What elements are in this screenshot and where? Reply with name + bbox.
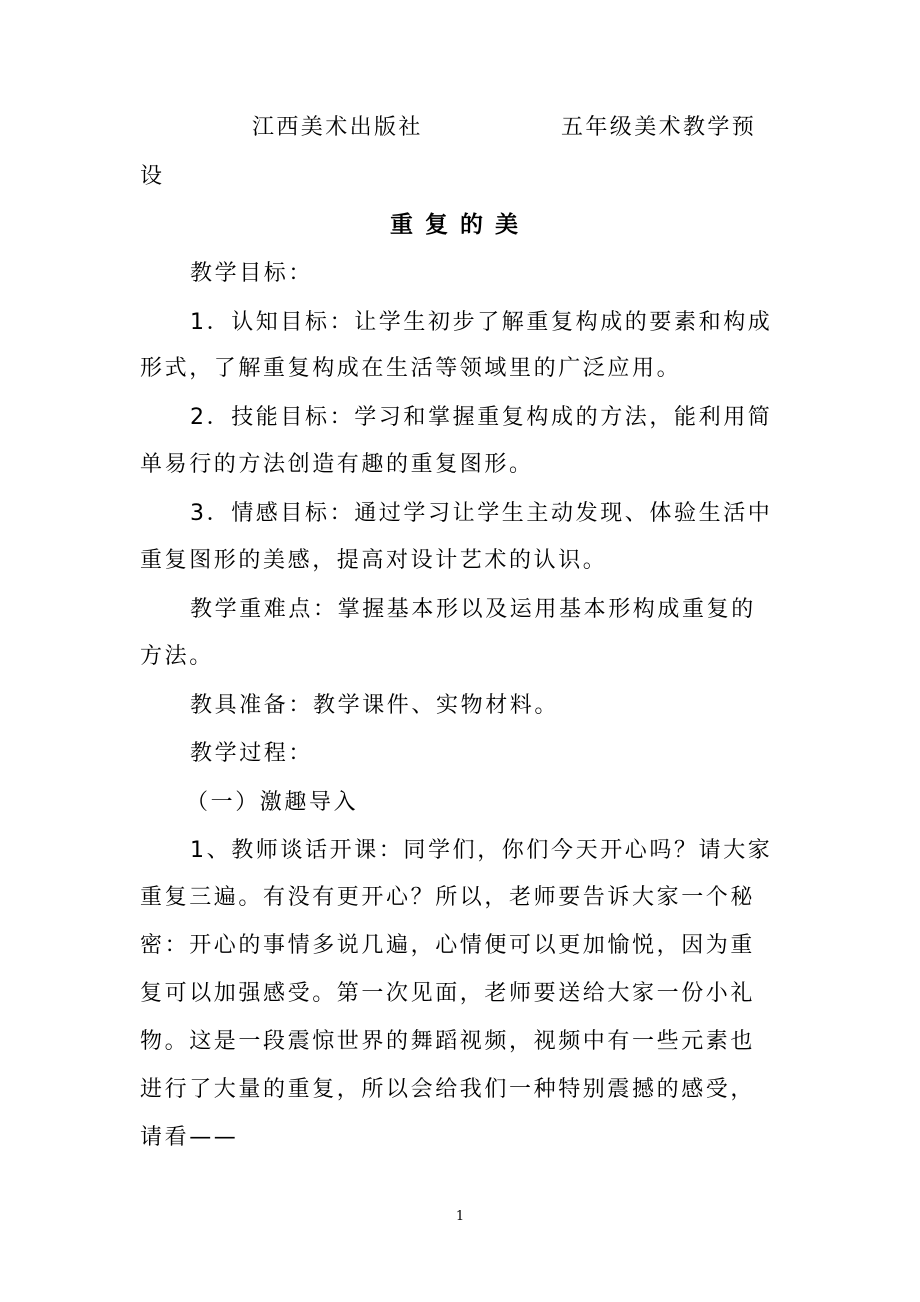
goal-emotion-line-2: 重复图形的美感，提高对设计艺术的认识。 [140, 548, 608, 573]
paragraph-line: 复可以加强感受。第一次见面，老师要送给大家一份小礼 [140, 981, 756, 1006]
key-points-line-1: 教学重难点：掌握基本形以及运用基本形构成重复的 [190, 597, 756, 622]
paragraph-line: 物。这是一段震惊世界的舞蹈视频，视频中有一些元素也 [140, 1029, 756, 1054]
goal-cognitive-line-1: 1．认知目标：让学生初步了解重复构成的要素和构成 [190, 310, 773, 335]
goal-emotion-line-1: 3．情感目标：通过学习让学生主动发现、体验生活中 [190, 501, 773, 526]
document-title: 重复的美 [390, 212, 530, 238]
paragraph-line: 请看—— [140, 1125, 239, 1150]
process-heading: 教学过程： [190, 741, 314, 766]
header-course: 五年级美术教学预 [561, 115, 757, 140]
header-course-continued: 设 [140, 164, 165, 189]
page-number: 1 [455, 1209, 465, 1224]
header-publisher: 江西美术出版社 [252, 115, 423, 140]
teaching-tools: 教具准备：教学课件、实物材料。 [190, 693, 560, 718]
paragraph-line: 密：开心的事情多说几遍，心情便可以更加愉悦，因为重 [140, 933, 756, 958]
paragraph-line: 重复三遍。有没有更开心？所以，老师要告诉大家一个秘 [140, 885, 756, 910]
paragraph-line: 1、教师谈话开课：同学们，你们今天开心吗？请大家 [190, 838, 773, 863]
goal-skill-line-1: 2．技能目标：学习和掌握重复构成的方法，能利用简 [190, 405, 773, 430]
goal-skill-line-2: 单易行的方法创造有趣的重复图形。 [140, 452, 534, 477]
goal-cognitive-line-2: 形式，了解重复构成在生活等领域里的广泛应用。 [140, 356, 682, 381]
paragraph-line: 进行了大量的重复，所以会给我们一种特别震撼的感受， [140, 1077, 756, 1102]
section-heading-intro: （一）激趣导入 [186, 790, 359, 815]
goals-heading: 教学目标： [190, 261, 314, 286]
key-points-line-2: 方法。 [140, 644, 214, 669]
